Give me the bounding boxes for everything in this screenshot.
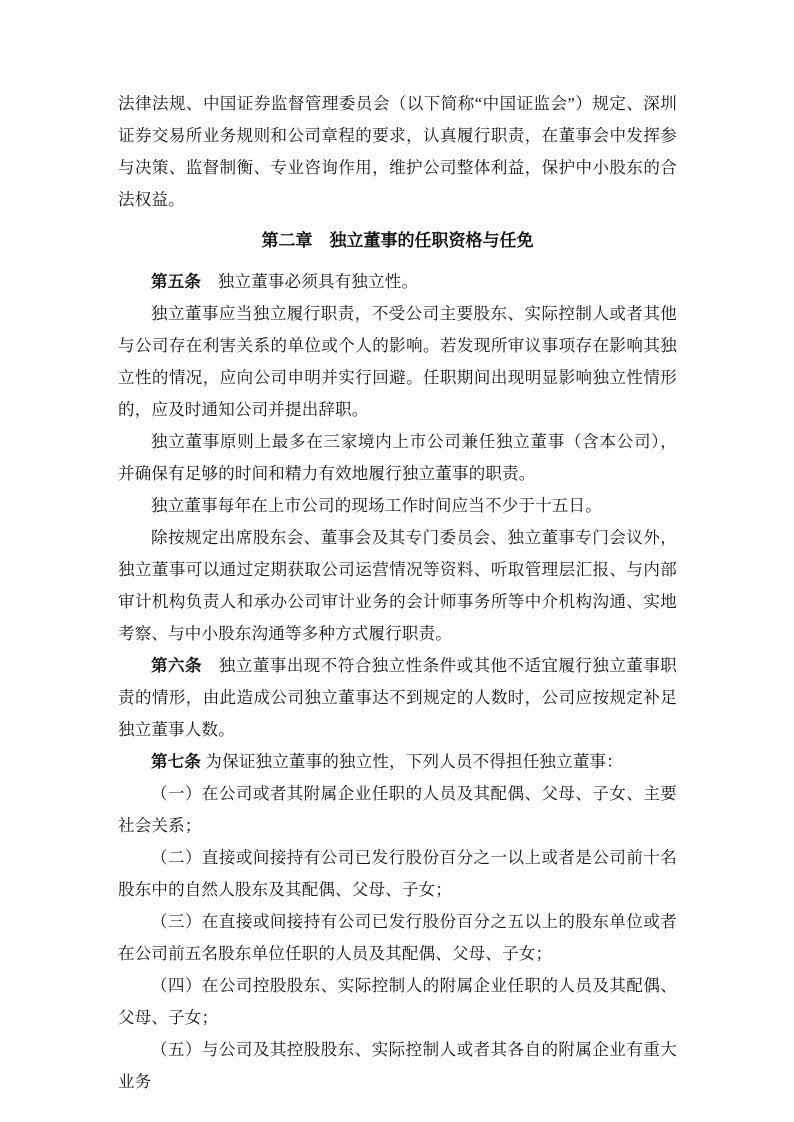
list-item-5-truncated: （五）与公司及其控股股东、实际控制人或者其各自的附属企业有重大业务 <box>118 1040 677 1091</box>
body-paragraph: 独立董事应当独立履行职责，不受公司主要股东、实际控制人或者其他与公司存在利害关系的单位或个人的影响。若发现所审议事项存在影响其独立性的情况，应向公司申明并实行回避。任职期间出现明显影响独立性情形的，应及时通知公司并提出辞职。 <box>118 304 677 419</box>
body-paragraph: 除按规定出席股东会、董事会及其专门委员会、独立董事专门会议外，独立董事可以通过定期获取公司运营情况等资料、听取管理层汇报、与内部审计机构负责人和承办公司审计业务的会计师事务所等中介机构沟通、实地考察、与中小股东沟通等多种方式履行职责。 <box>118 528 677 643</box>
article-5-paragraph <box>118 266 677 298</box>
body-paragraph-continuation: 法律法规、中国证券监督管理委员会（以下简称“中国证监会”）规定、深圳证券交易所业务规则和公司章程的要求，认真履行职责，在董事会中发挥参与决策、监督制衡、专业咨询作用，维护公司整体利益，保护中小股东的合法权益。 <box>118 94 677 209</box>
chapter-number: 第二章 <box>261 231 313 250</box>
list-item-2: （二）直接或间接持有公司已发行股份百分之一以上或者是公司前十名股东中的自然人股东及其配偶、父母、子女； <box>118 848 677 899</box>
body-paragraph: 独立董事原则上最多在三家境内上市公司兼任独立董事（含本公司），并确保有足够的时间和精力有效地履行独立董事的职责。 <box>118 432 677 483</box>
list-item-3: （三）在直接或间接持有公司已发行股份百分之五以上的股东单位或者在公司前五名股东单位任职的人员及其配偶、父母、子女； <box>118 912 677 963</box>
article-7-paragraph <box>118 746 677 778</box>
article-5-text: 独立董事必须具有独立性。 <box>201 272 419 291</box>
chapter-heading <box>118 225 677 257</box>
list-item-1: （一）在公司或者其附属企业任职的人员及其配偶、父母、子女、主要社会关系； <box>118 784 677 835</box>
article-6-text: 独立董事出现不符合独立性条件或其他不适宜履行独立董事职责的情形，由此造成公司独立董事达不到规定的人数时，公司应按规定补足独立董事人数。 <box>118 656 677 739</box>
body-paragraph: 独立董事每年在上市公司的现场工作时间应当不少于十五日。 <box>151 496 602 515</box>
article-5-label: 第五条 <box>151 272 202 291</box>
list-item-4: （四）在公司控股股东、实际控制人的附属企业任职的人员及其配偶、父母、子女； <box>118 976 677 1027</box>
article-7-label: 第七条 <box>151 752 202 771</box>
article-7-text: 为保证独立董事的独立性，下列人员不得担任独立董事： <box>201 752 623 771</box>
article-6-label: 第六条 <box>151 656 202 675</box>
article-6-paragraph <box>118 650 677 746</box>
chapter-title: 独立董事的任职资格与任免 <box>329 231 534 250</box>
